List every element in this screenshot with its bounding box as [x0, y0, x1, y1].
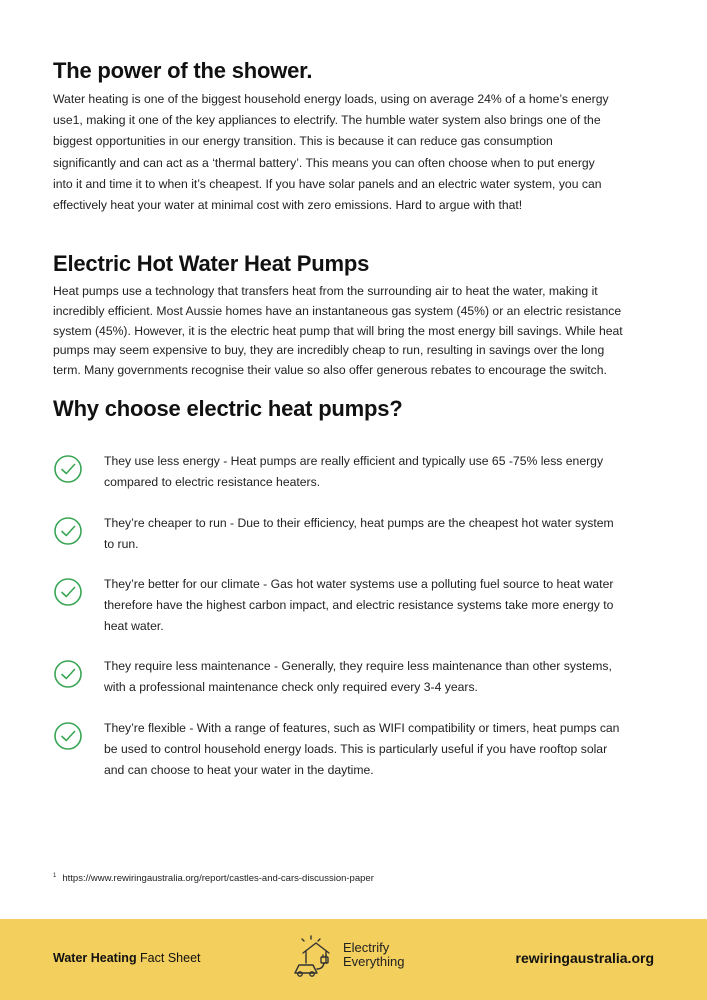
footnote-link[interactable]: https://www.rewiringaustralia.org/report/castles-and-cars-discussion-paper: [62, 873, 374, 884]
benefit-line: with a professional maintenance check only required every 3-4 years.: [104, 680, 478, 695]
benefit-text: [104, 574, 669, 638]
benefit-line: They’re better for our climate - Gas hot water systems use a polluting fuel source to heat water: [104, 577, 614, 591]
section-title-shower: The power of the shower.: [53, 58, 313, 83]
check-circle-icon: [53, 721, 83, 751]
benefit-text: [104, 513, 669, 555]
house-car-plug-icon: [291, 935, 341, 979]
website-link[interactable]: rewiringaustralia.org: [515, 950, 654, 966]
paragraph-line: incredibly efficient. Most Aussie homes have an instantaneous gas system (45%) or an electric resistance: [53, 303, 622, 318]
section-title-why: Why choose electric heat pumps?: [53, 396, 403, 421]
footer-title-bold: Water Heating: [53, 951, 137, 965]
paragraph-line: Heat pumps use a technology that transfers heat from the surrounding air to heat the water, making it: [53, 284, 598, 298]
footer-bar: [0, 919, 707, 1000]
electrify-everything-logo: [291, 933, 431, 983]
paragraph-line: system (45%). However, it is the electric heat pump that will bring the most energy bill savings. While heat: [53, 323, 623, 338]
benefit-text: [104, 451, 669, 493]
logo-line: Electrify: [343, 940, 390, 955]
benefit-line: heat water.: [104, 619, 164, 634]
benefit-line: therefore have the highest carbon impact, and electric resistance systems take more energy to: [104, 598, 614, 613]
benefit-line: They require less maintenance - Generally, they require less maintenance than other systems,: [104, 659, 612, 673]
paragraph-line: use1, making it one of the key appliances to electrify. The humble water system also brings one of the: [53, 113, 601, 128]
paragraph-shower: [53, 89, 671, 216]
paragraph-line: into it and time it to when it’s cheapest. If you have solar panels and an electric water system, you can: [53, 176, 602, 191]
check-circle-icon: [53, 454, 83, 484]
footnote: [53, 873, 374, 884]
benefit-text: [104, 656, 669, 698]
paragraph-heat-pumps: [53, 282, 671, 381]
paragraph-line: pumps may seem expensive to buy, they are incredibly cheap to run, resulting in savings over the long: [53, 343, 605, 358]
check-circle-icon: [53, 659, 83, 689]
footnote-marker: 1: [53, 873, 57, 879]
footer-document-title: [53, 951, 201, 965]
paragraph-line: Water heating is one of the biggest household energy loads, using on average 24% of a home’s energy: [53, 92, 609, 106]
footer-title-rest: Fact Sheet: [136, 951, 201, 965]
paragraph-line: term. Many governments recognise their value so also offer generous rebates to encourage the switch.: [53, 363, 607, 378]
check-circle-icon: [53, 516, 83, 546]
benefit-line: compared to electric resistance heaters.: [104, 475, 321, 490]
paragraph-line: significantly and can act as a ‘thermal battery’. This means you can often choose when to put energy: [53, 155, 595, 170]
benefit-line: and can choose to heat your water in the daytime.: [104, 763, 374, 778]
benefit-line: to run.: [104, 537, 139, 552]
section-title-heat-pumps: Electric Hot Water Heat Pumps: [53, 251, 370, 276]
benefit-line: be used to control household energy loads. This is particularly useful if you have rooftop solar: [104, 742, 608, 757]
paragraph-line: biggest opportunities in our energy transition. This is because it can reduce gas consumption: [53, 134, 553, 149]
check-circle-icon: [53, 577, 83, 607]
benefit-line: They use less energy - Heat pumps are really efficient and typically use 65 -75% less energy: [104, 454, 604, 468]
benefit-text: [104, 718, 669, 782]
logo-wordmark: [343, 941, 404, 969]
logo-line: Everything: [343, 954, 405, 969]
benefit-line: They’re cheaper to run - Due to their efficiency, heat pumps are the cheapest hot water system: [104, 516, 614, 530]
benefit-line: They’re flexible - With a range of features, such as WIFI compatibility or timers, heat pumps can: [104, 721, 620, 735]
paragraph-line: effectively heat your water at minimal cost with zero emissions. Hard to argue with that!: [53, 198, 523, 213]
